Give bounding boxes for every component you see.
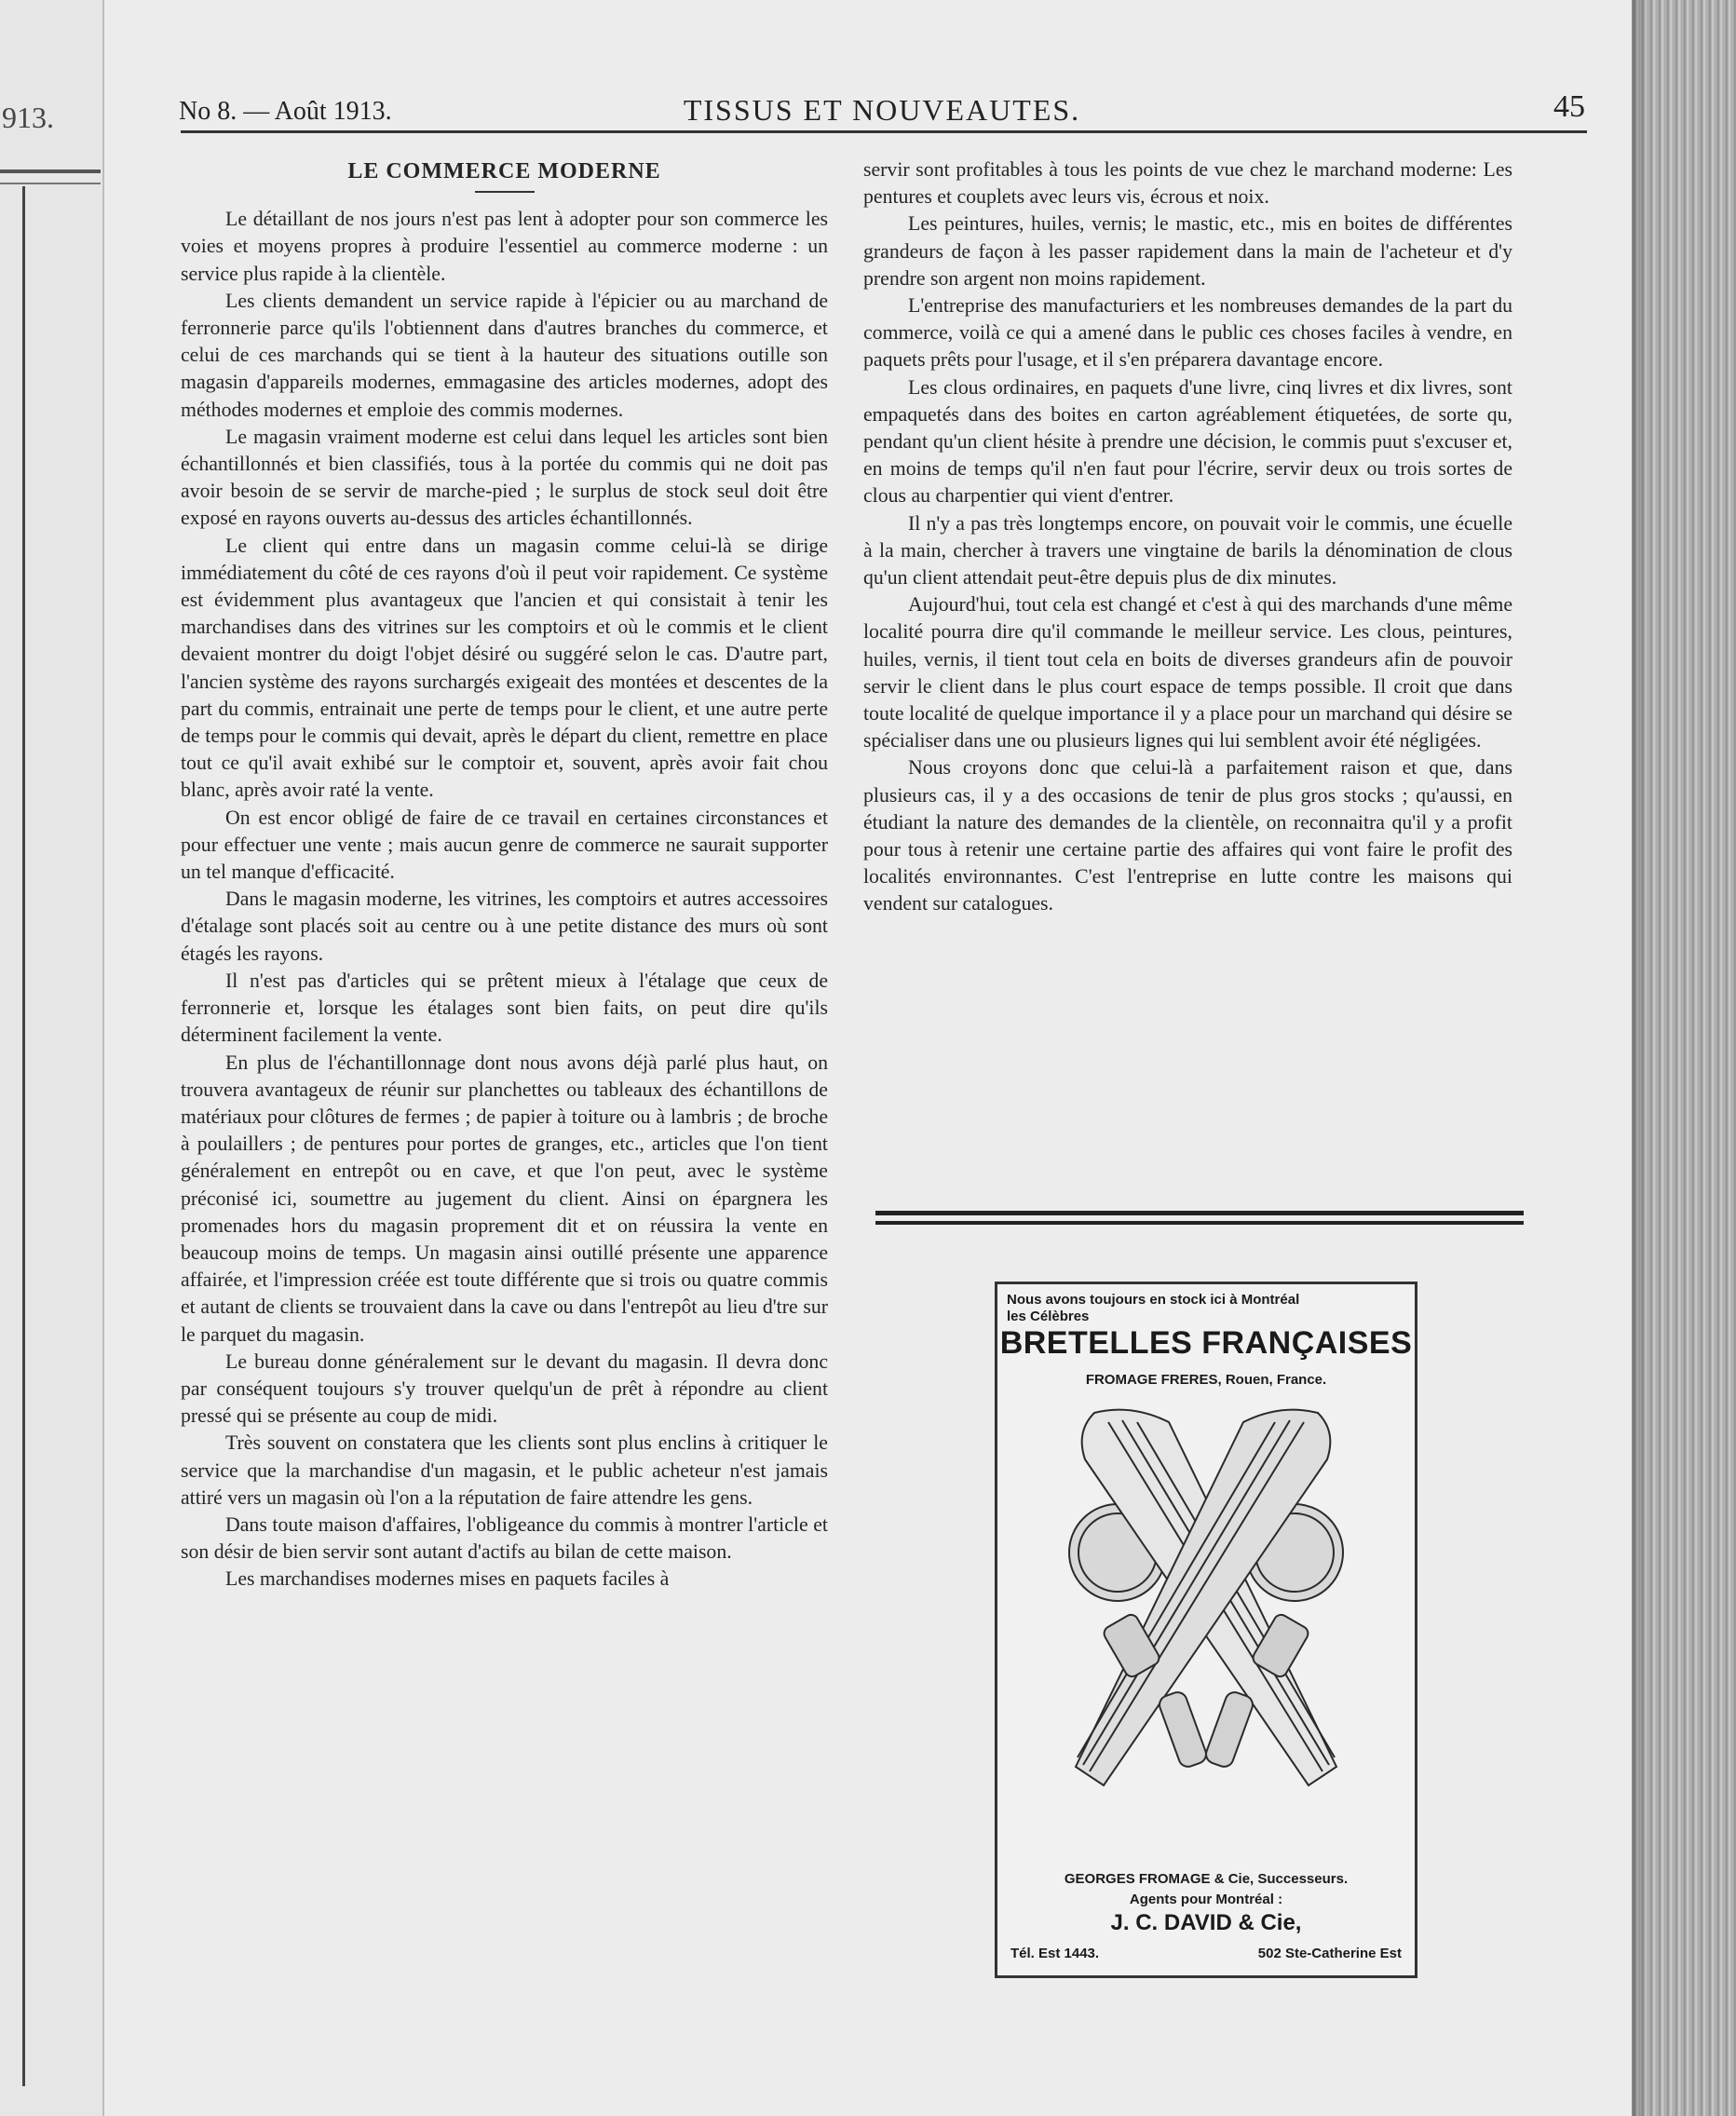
article-paragraph: Dans toute maison d'affaires, l'obligeance du commis à montrer l'article et son désir de bien servir sont autant d'actifs au bilan de cette maison. (181, 1512, 828, 1564)
article-paragraph-continued: servir sont profitables à tous les points de vue chez le marchand moderne: Les pentures et couplets avec leurs vis, écrous et noix. (863, 158, 1512, 209)
ad-address: 502 Ste-Catherine Est (1257, 1946, 1402, 1961)
article-paragraph: Aujourd'hui, tout cela est changé et c'est à qui des marchands d'une même localité pourra dire qu'il commande le meilleur service. Les clous, peintures, huiles, vernis, il tient tout cela en boits de diverses grandeurs afin de pouvoir servir le client dans le plus court espace de temps possible. Il croit que dans toute localité de quelque importance il y a place pour un marchand qui désire se spécialiser dans une ou plusieurs lignes qui lui semblent avoir été négligées. (863, 593, 1512, 753)
ad-intro-line: Nous avons toujours en stock ici à Montréal (1007, 1292, 1300, 1308)
article-paragraph: L'entreprise des manufacturiers et les nombreuses demandes de la part du commerce, voilà ce qui a amené dans le public ces choses faciles à vendre, en paquets prêts pour l'usage, et il s'en préparera davantage encore. (863, 294, 1512, 372)
title-rule (475, 191, 535, 193)
suspenders-illustration-icon (1029, 1394, 1383, 1823)
advertisement-box (995, 1282, 1417, 1978)
ad-successors: GEORGES FROMAGE & Cie, Successeurs. (1064, 1871, 1349, 1887)
previous-page-fragment: 913. (2, 101, 54, 134)
divider-line-thick (875, 1211, 1524, 1215)
ad-maker: FROMAGE FRERES, Rouen, France. (1085, 1372, 1327, 1388)
magazine-title: TISSUS ET NOUVEAUTES. (683, 93, 1081, 127)
ad-agent-name: J. C. DAVID & Cie, (1110, 1910, 1302, 1935)
article-paragraph: Le détaillant de nos jours n'est pas lent à adopter pour son commerce les voies et moyens propres à produire l'essentiel au commerce moderne : un service plus rapide à la clientèle. (181, 208, 828, 285)
article-paragraph: Les clients demandent un service rapide à l'épicier ou au marchand de ferronnerie parce qu'ils l'obtiennent dans d'autres branches du commerce, et celui de ces marchands qui se tient à la hauteur des situations outille son magasin d'appareils modernes, emmagasine des articles modernes, adopt des méthodes modernes et emploie des commis modernes. (181, 289, 828, 421)
article-paragraph: Il n'est pas d'articles qui se prêtent mieux à l'étalage que ceux de ferronnerie et, lorsque les étalages sont bien faits, on peut dire qu'ils déterminent facilement la vente. (181, 969, 828, 1047)
article-paragraph: Le client qui entre dans un magasin comme celui-là se dirige immédiatement du côté de ces rayons d'où il peut voir rapidement. Ce système est évidemment plus avantageux que l'ancien et qui consistait à tenir les marchandises dans des vitrines sur les comptoirs et où le commis et le client devaient montrer du doigt l'objet désiré ou suggéré selon le cas. D'autre part, l'ancien système des rayons surchargés exigeait des montées et descentes de la part du commis, entrainait une perte de temps pour le client, et une autre perte de temps pour le commis qui devait, après le départ du client, remettre en place tout ce qu'il avait exhibé sur le comptoir et, souvent, après avoir fait chou blanc, après avoir raté la vente. (181, 534, 828, 802)
article-paragraph: Très souvent on constatera que les clients sont plus enclins à critiquer le service que la marchandise d'un magasin, et le public acheteur n'est jamais attiré vers un magasin où l'on a la réputation de faire attendre les gens. (181, 1431, 828, 1509)
page-number: 45 (1553, 89, 1585, 124)
article-paragraph: En plus de l'échantillonnage dont nous avons déjà parlé plus haut, on trouvera avantageux de réunir sur planchettes ou tableaux des échantillons de matériaux pour clôtures de fermes ; de papier à toiture ou à lambris ; de broche à poulaillers ; de pentures pour portes de granges, etc., articles que l'on tient généralement en entrepôt ou en cave, et que l'on peut, avec le système préconisé ici, soumettre au jugement du client. Ainsi on épargnera les promenades hors du magasin proprement dit et on réussira la vente en beaucoup moins de temps. Un magasin ainsi outillé présente une apparence affairée, et l'impression créée est toute différente que si trois ou quatre commis et autant de clients se trouvaient dans la cave ou dans l'entrepôt au lieu d'tre sur le parquet du magasin. (181, 1051, 828, 1346)
article-paragraph: On est encor obligé de faire de ce travail en certaines circonstances et pour effectuer une vente ; mais aucun genre de commerce ne saurait supporter un tel manque d'efficacité. (181, 806, 828, 884)
previous-page-border (22, 186, 25, 2086)
article-paragraph: Dans le magasin moderne, les vitrines, les comptoirs et autres accessoires d'étalage sont placés soit au centre ou à une petite distance des murs où sont étagés les rayons. (181, 888, 828, 965)
issue-date: No 8. — Août 1913. (179, 97, 392, 126)
divider-line (875, 1221, 1524, 1225)
book-spine-edge (1632, 0, 1736, 2116)
article-column-left (181, 151, 828, 1594)
section-divider (875, 1211, 1524, 1225)
running-header (179, 86, 1585, 132)
ad-phone: Tél. Est 1443. (1010, 1946, 1100, 1961)
previous-page-edge (0, 0, 104, 2116)
ad-brand-name: BRETELLES FRANÇAISES (999, 1325, 1413, 1361)
ad-agents-label: Agents pour Montréal : (1129, 1892, 1283, 1907)
article-paragraph: Nous croyons donc que celui-là a parfaitement raison et que, dans plusieurs cas, il y a des occasions de tenir de plus gros stocks ; qu'aussi, en étudiant la nature des demandes de la clientèle, on reconnaitra qu'il y a profit pour tous à retenir une certaine partie des affaires qui vont faire le profit des localités environnantes. C'est l'entreprise en lutte contre les maisons qui vendent sur catalogues. (863, 756, 1512, 916)
spine-shadow (1632, 0, 1648, 2116)
article-paragraph: Le bureau donne généralement sur le devant du magasin. Il devra donc par conséquent toujours s'y trouver quelqu'un de prêt à répondre au client pressé qui se présente au coup de midi. (181, 1350, 828, 1428)
article-paragraph: Les peintures, huiles, vernis; le mastic, etc., mis en boites de différentes grandeurs de façon à les passer rapidement dans la main de l'acheteur et d'y prendre son argent non moins rapidement. (863, 212, 1512, 290)
article-paragraph: Les marchandises modernes mises en paquets faciles à (225, 1567, 670, 1591)
ad-intro-line-2: les Célèbres (1007, 1309, 1090, 1324)
article-paragraph: Le magasin vraiment moderne est celui dans lequel les articles sont bien échantillonnés et bien classifiés, tous à la portée du commis qui ne doit pas avoir besoin de se servir de marche-pied ; le surplus de stock seul doit être exposé en rayons ouverts au-dessus des articles échantillonnés. (181, 425, 828, 530)
header-rule (181, 130, 1587, 133)
article-paragraph: Les clous ordinaires, en paquets d'une livre, cinq livres et dix livres, sont empaquetés dans des boites en carton agréablement étiquetées, de sorte qu, pendant qu'un client hésite à prendre une décision, le commis puut s'excuser et, en moins de temps qu'il n'en faut pour l'écrire, servir deux ou trois sortes de clous au charpentier qui vient d'entrer. (863, 375, 1512, 508)
article-title: LE COMMERCE MODERNE (347, 159, 661, 183)
previous-page-rule-thin (0, 183, 101, 184)
article-paragraph: Il n'y a pas très longtemps encore, on pouvait voir le commis, une écuelle à la main, chercher à travers une vingtaine de barils la dénomination de clous qu'un client attendait peut-être depuis plus de dix minutes. (863, 511, 1512, 590)
previous-page-rule (0, 170, 101, 173)
article-column-right (863, 156, 1512, 918)
